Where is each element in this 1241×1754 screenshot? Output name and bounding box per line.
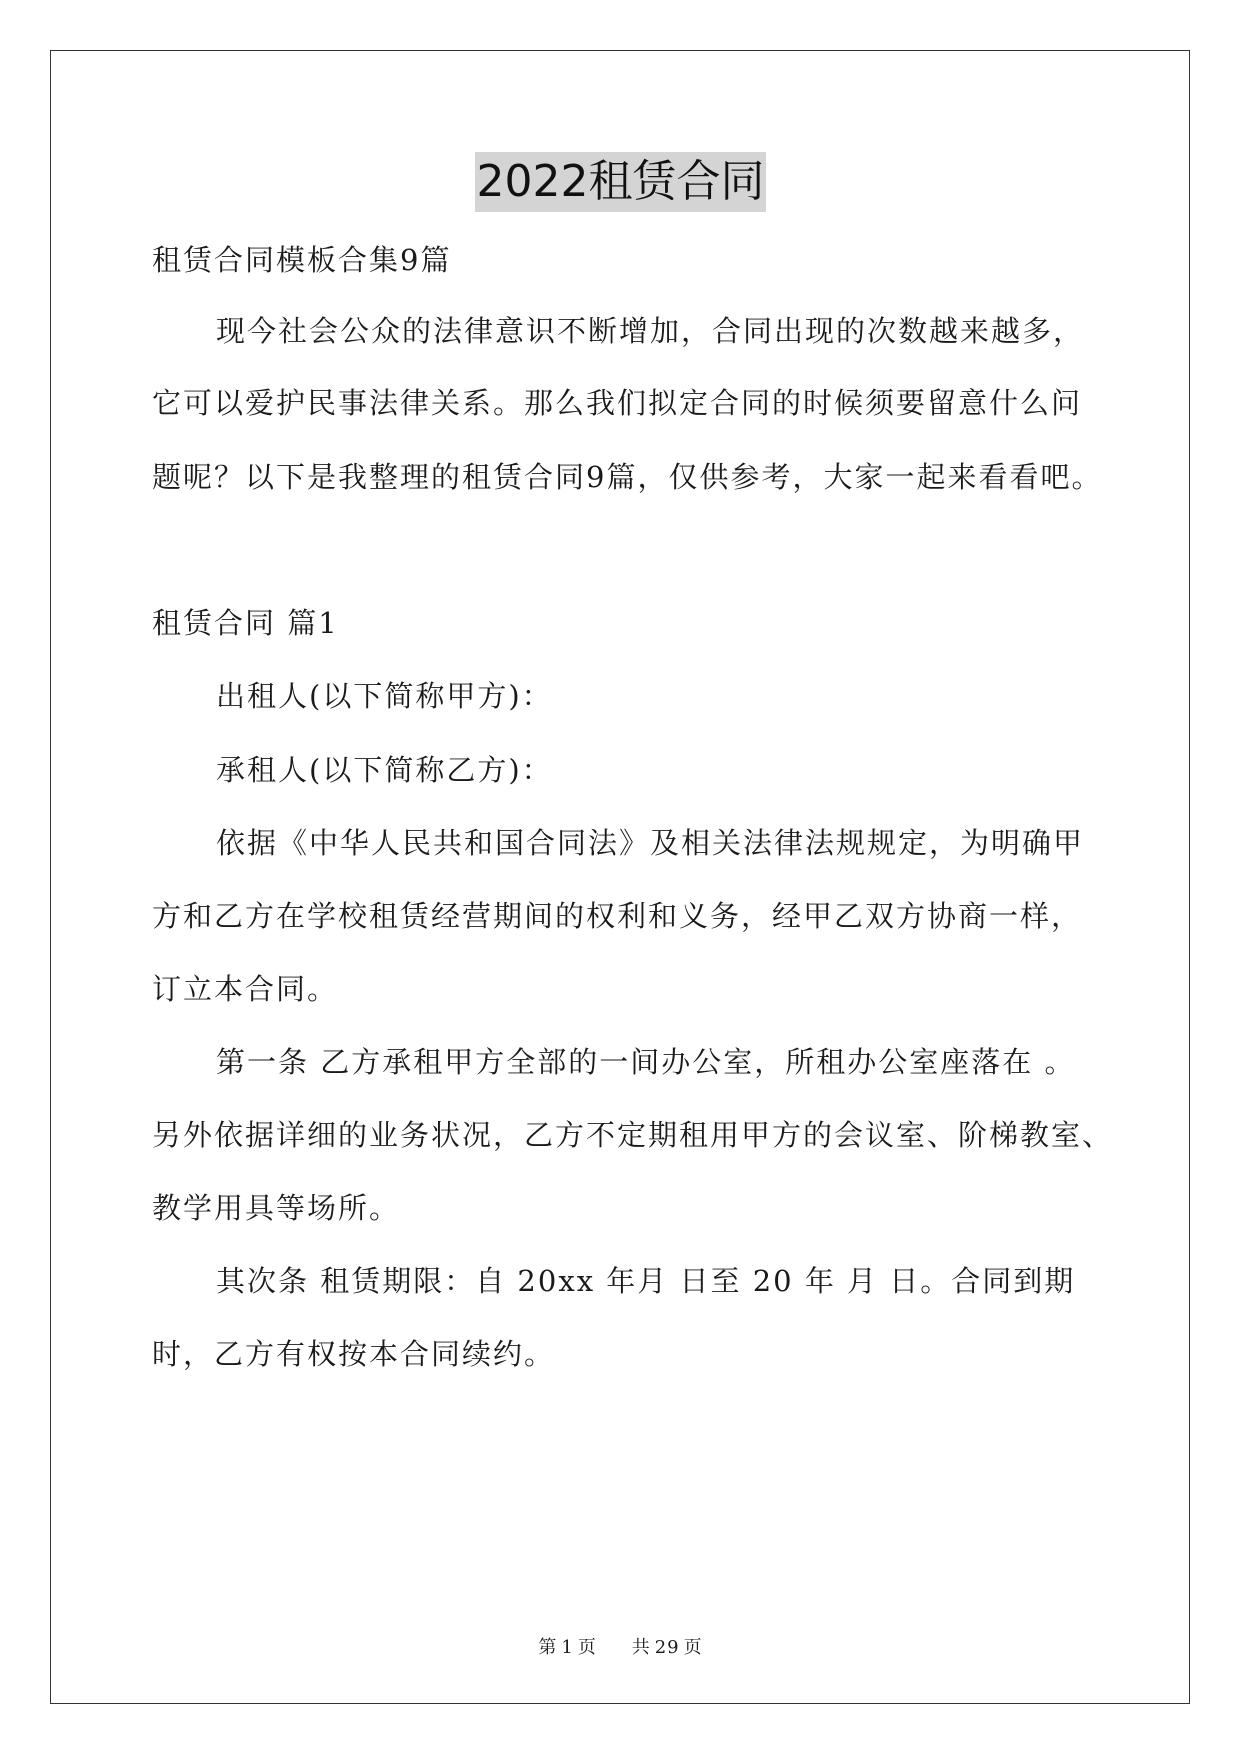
section-heading: 租赁合同 篇1 — [152, 606, 339, 640]
intro-paragraph-line-1: 现今社会公众的法律意识不断增加，合同出现的次数越来越多， — [216, 314, 1085, 348]
total-pages-label: 共 29 页 — [631, 1637, 703, 1658]
basis-paragraph-line-1: 依据《中华人民共和国合同法》及相关法律法规规定，为明确甲 — [216, 826, 1085, 860]
page-border — [50, 50, 1190, 1704]
article-1-line-2: 另外依据详细的业务状况，乙方不定期租用甲方的会议室、阶梯教室、 — [152, 1118, 1114, 1152]
basis-paragraph-line-2: 方和乙方在学校租赁经营期间的权利和义务，经甲乙双方协商一样， — [152, 899, 1083, 933]
page-number-label: 第 1 页 — [538, 1637, 597, 1658]
lessor-line: 出租人(以下简称甲方)： — [216, 679, 553, 713]
lessee-line: 承租人(以下简称乙方)： — [216, 753, 553, 787]
title-wrapper — [0, 152, 1241, 212]
intro-paragraph-line-3: 题呢？以下是我整理的租赁合同9篇，仅供参考，大家一起来看看吧。 — [152, 460, 1103, 494]
document-title: 2022租赁合同 — [475, 152, 767, 212]
intro-paragraph-line-2: 它可以爱护民事法律关系。那么我们拟定合同的时候须要留意什么问 — [152, 386, 1083, 420]
collection-heading: 租赁合同模板合集9篇 — [152, 243, 452, 277]
article-1-line-3: 教学用具等场所。 — [152, 1191, 401, 1225]
article-2-line-1: 其次条 租赁期限：自 20xx 年月 日至 20 年 月 日。合同到期 — [216, 1264, 1076, 1298]
page-footer — [0, 1636, 1241, 1660]
article-1-line-1: 第一条 乙方承租甲方全部的一间办公室，所租办公室座落在 。 — [216, 1045, 1076, 1079]
article-2-line-2: 时，乙方有权按本合同续约。 — [152, 1337, 556, 1371]
basis-paragraph-line-3: 订立本合同。 — [152, 972, 339, 1006]
